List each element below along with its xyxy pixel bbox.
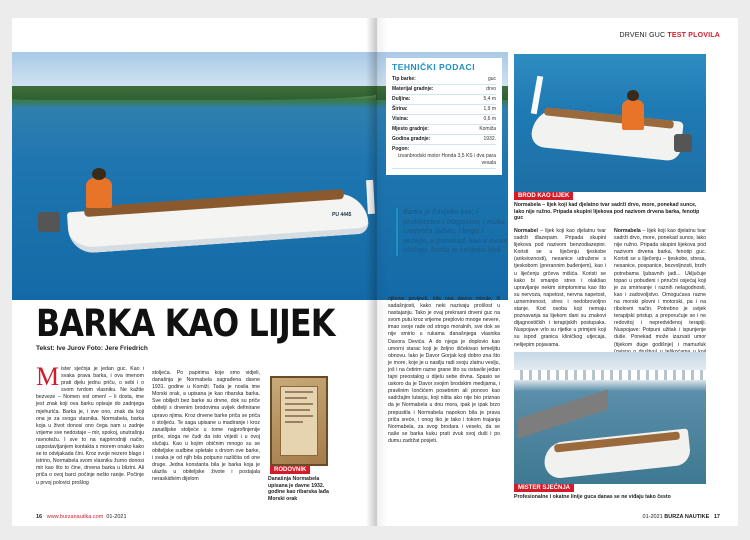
body-column-a [514, 228, 606, 348]
tech-row-pogon [392, 145, 496, 169]
tech-value: 1932. [483, 136, 496, 142]
technical-data-box [386, 58, 502, 175]
issue-date-right: 01-2021 [642, 514, 663, 520]
tech-key: Materijal gradnje: [392, 86, 434, 92]
harbour-photo [514, 352, 706, 484]
boat-stem [531, 76, 544, 114]
technical-data-title: TEHNIČKI PODACI [392, 62, 476, 72]
tech-key: Visina: [392, 116, 409, 122]
issue-date-left: 01-2021 [106, 514, 127, 520]
tech-value: drvo [486, 86, 496, 92]
tech-key: Širina: [392, 106, 408, 112]
boat-stem [366, 180, 375, 214]
main-photo [12, 52, 376, 300]
column-a-lead: Normabel [514, 228, 538, 234]
skipper [622, 100, 644, 130]
document-caption: Današnja Normabela upisana je davne 1932. godine kao ribarska lađa Morski orak [268, 476, 329, 502]
moored-boats [514, 370, 706, 380]
document-line [285, 421, 303, 423]
article-title: BARKA KAO LIJEK [36, 302, 335, 345]
column-b-text: – lijek koji kao djelatnu tvar sadrži drvo, more, ponekad sunce, lako nije ružno. Pripada skupini lijekova pod nazivom drvena barka, fenotip guc. Koristi se u liječenju – tjeskobe, stresa, nesanice, pospanice, bezvoljnosti, brzih potrebama ljubavnih jadi... Uključuje topao u pobuđeni i priručni osjećaj koji je za smirivanje i raznih nelagodnosti, kao i zadovoljstvo. Omogućava razne na morski plovni i motorski, pa i na ribolovni način. Potrebno je uvijek terapijski pristup, a preporučuje se i ne redovitoj i nepredviđenoj terapiji. Nuspojave: Potpuni užitak i ispunjenje duše. Ponekad može izazvati umor (tijekom duge godišnje) i mamurluk [614, 228, 706, 348]
skipper-head [92, 168, 106, 180]
tech-value: 1,9 m [483, 106, 496, 112]
tech-value: izvanbrodski motor Honda 3,5 KS i dva para vesala [398, 153, 496, 166]
byline: Tekst: Ive Jurov Foto: Jere Friedrich [36, 345, 148, 352]
section-name: DRVENI GUC [619, 32, 666, 39]
tech-key: Duljina: [392, 96, 411, 102]
skipper [86, 178, 112, 208]
tech-row [392, 95, 496, 105]
site-url: www.burzanautika.com [46, 514, 104, 520]
boat-photo-top [514, 54, 706, 192]
page-number-left: 16 [36, 514, 43, 520]
body-column-1 [36, 362, 144, 516]
tech-value: 5,4 m [483, 96, 496, 102]
drop-cap: M [36, 362, 60, 391]
tech-row [392, 135, 496, 145]
section-label: TEST PLOVILA [667, 32, 720, 39]
document-tag: RODOVNIK [270, 466, 310, 474]
body-column-2: stoljeća. Po papirima koje smo vidjeli, današnja je Normabela sagrađena davne 1931. godine u Komiži. Tada je nosila ime Morski orak, a upisana je kao ribarska barka. Sve obilježi bez barke su drvne, dok su priče obitelji s drvenim brodovima uvijek definirane upravo njima. Kroz drvene barke priča se priča o stoljeću. Te saga upisane u madiranje i kroz zanatlijske stoljeće u tome najprofinjenije priče, stoga ne čudi da isto vrijedi i u ovoj slučaju. Kao u kojim običnim mnogo su se obiteljske sudbine spletale s drvom ove barke, i svaka je od njih bila potpuno različita od one druge. Jedna konstanta bila je barka koja je ulazila u obiteljske živote i postajala neraskidivim dijelom [152, 370, 260, 483]
magazine-name: BURZA NAUTIKE [664, 514, 710, 520]
tech-value: Komiža [479, 126, 496, 132]
pull-quote: Barka je čovjeku sve; i prokletstvo i blagoslov, i muka i najveća ljubav, i briga i veselje, a ponekad, kao u ovom slučaju, barka je čovjeku lijek [396, 208, 508, 256]
tech-row [392, 105, 496, 115]
tech-key: Tip barke: [392, 76, 416, 82]
document-line [285, 403, 313, 405]
tech-row [392, 125, 496, 135]
shoreline [12, 86, 376, 100]
tech-value: 0,6 m [483, 116, 496, 122]
section-header [619, 32, 720, 39]
registry-document-photo [270, 376, 328, 466]
photo-caption-mid: Profesionalne i okatne linije guca danas se ne viđaju tako često [514, 494, 671, 500]
column-a-text: – lijek koji kao djelatnu tvar sadrži dlazepam. Pripada skupini lijekova pod nazivom benzodiazepini. Koristi se u liječenju tjeskobe (anksioznosti), nesanice udružene s tjeskobom (prerannim buđenjem), kao i u liječenju grčeva mišića. Koristi se kako bi smanjio stres i olakšao upravljanje nekim simptomima kao što su nervoza, napetost, nervna napetost, uznemirenost, stres i nedobrovoljno stanje. Kod osoba koji nemaju poznavanja sa lijekom dani su znakovi dijagnostičkih i terapijskih postupaka. Nuspojave vrlo su rijetke u primjeni koji su ispod granica kliničkog utjecaja, nelijepim pojavama. [514, 228, 606, 348]
document-line [285, 391, 313, 393]
photo-tag-mid: MISTER SJEĆNJA [514, 484, 574, 492]
column-b-lead: Normabela [614, 228, 641, 234]
page-number-right: 17 [713, 514, 720, 520]
tech-key: Mjesto gradnje: [392, 126, 429, 132]
tech-row [392, 115, 496, 125]
outboard-motor [38, 212, 60, 232]
document-line [285, 397, 307, 399]
tech-row [392, 85, 496, 95]
document-line [285, 415, 313, 417]
tech-key: Pogon: [392, 146, 410, 152]
photo-caption-top: Normabela – lijek koji kad djelatno tvar sadrži drvo, more, ponekad sunce, lako nije ružno. Pripada skupini lijekova pod nazivom drvena barka, fenotip guc [514, 202, 700, 222]
technical-data-list [392, 75, 496, 145]
right-footer [643, 514, 720, 520]
left-page [12, 18, 376, 526]
tech-value: guc [487, 76, 496, 82]
registration-mark: PU 4445 [332, 212, 352, 218]
body-text-1: ister sjećnja je jedan guc. Kao i svaka prava barka, i ova imenom prati djelu jednu priču, o sebi i o svom tvrdom vlasniku. Ne kažite bezveze – Nomen est omen! – li dosta, ime jest znak koji ova barku opisuje do zadnjega mjehurića. Barka je, i sve ono, znak da koji ona je za svoga vlasnika. Normabela, barka koja u život donosi ono čega nam u zadnje vrijeme sve nedostaje – mir, spokoj, unutrašnju ravnotežu. I sve to na najprirodniji način, uspostavljanjem kontakta s morem onako kako se to odvijakada čini. Kroz svoje nezero blago i istrino, Normabela svom vlasniku žurno donosi mir kao što to čine, drvena barka u blizini. Ali priča o ovoj barci počinje nešto ranije. Počinje u prvoj polovici prošlog [36, 366, 144, 486]
tech-row [392, 75, 496, 85]
document-line [285, 409, 310, 411]
document-page [280, 386, 318, 456]
skipper-head [627, 90, 639, 101]
photo-tag-top: BROD KAO LIJEK [514, 192, 573, 200]
pier [518, 389, 608, 438]
outboard-motor [674, 134, 692, 152]
left-footer [36, 514, 127, 520]
body-column-3: njihove povijesti, bila ona davno minule, ili sadašnjosti, kako neki nazivaju prošlost u nastajanju. Tako je ovaj prekrasni drveni guc na svom putu kroz vrijeme preplovio mnoge nevere, imao svoje rade od strogo moralnih, sve dok se nije smirio u rukama današnjega vlasnika Davora Devića. A do njega je doplovio kao umorni starac koji je željno iščekivao temeljitu obnovu. Iako je Davor Gorjak koji dobro zna što je more, koje je u nasilju radi svoju zlatnu veslju, još i na četirim razne grane što su ostavile jedan tajni preostalog u dijelu sebe drvna. Spasio se uskoro da je Davor svojim brodskim medijama, i pravilnim lončićem posebnim ali ponovo kao sadržajim lutanju, koji ništa ako nije bio priznao da je Normabela u dnu mora, ipak je ipak brzo prepustila i Normabela napokon bila je prava priča sreće, i onog tko je tako i tokom trajanja Normabela, za svog brodara i veselo, da se naše se barka kuku prati zvuk svoj duši i po dumu zadržat posjeti. [388, 296, 500, 444]
tech-key: Godina gradnje: [392, 136, 431, 142]
body-column-b [614, 228, 706, 348]
